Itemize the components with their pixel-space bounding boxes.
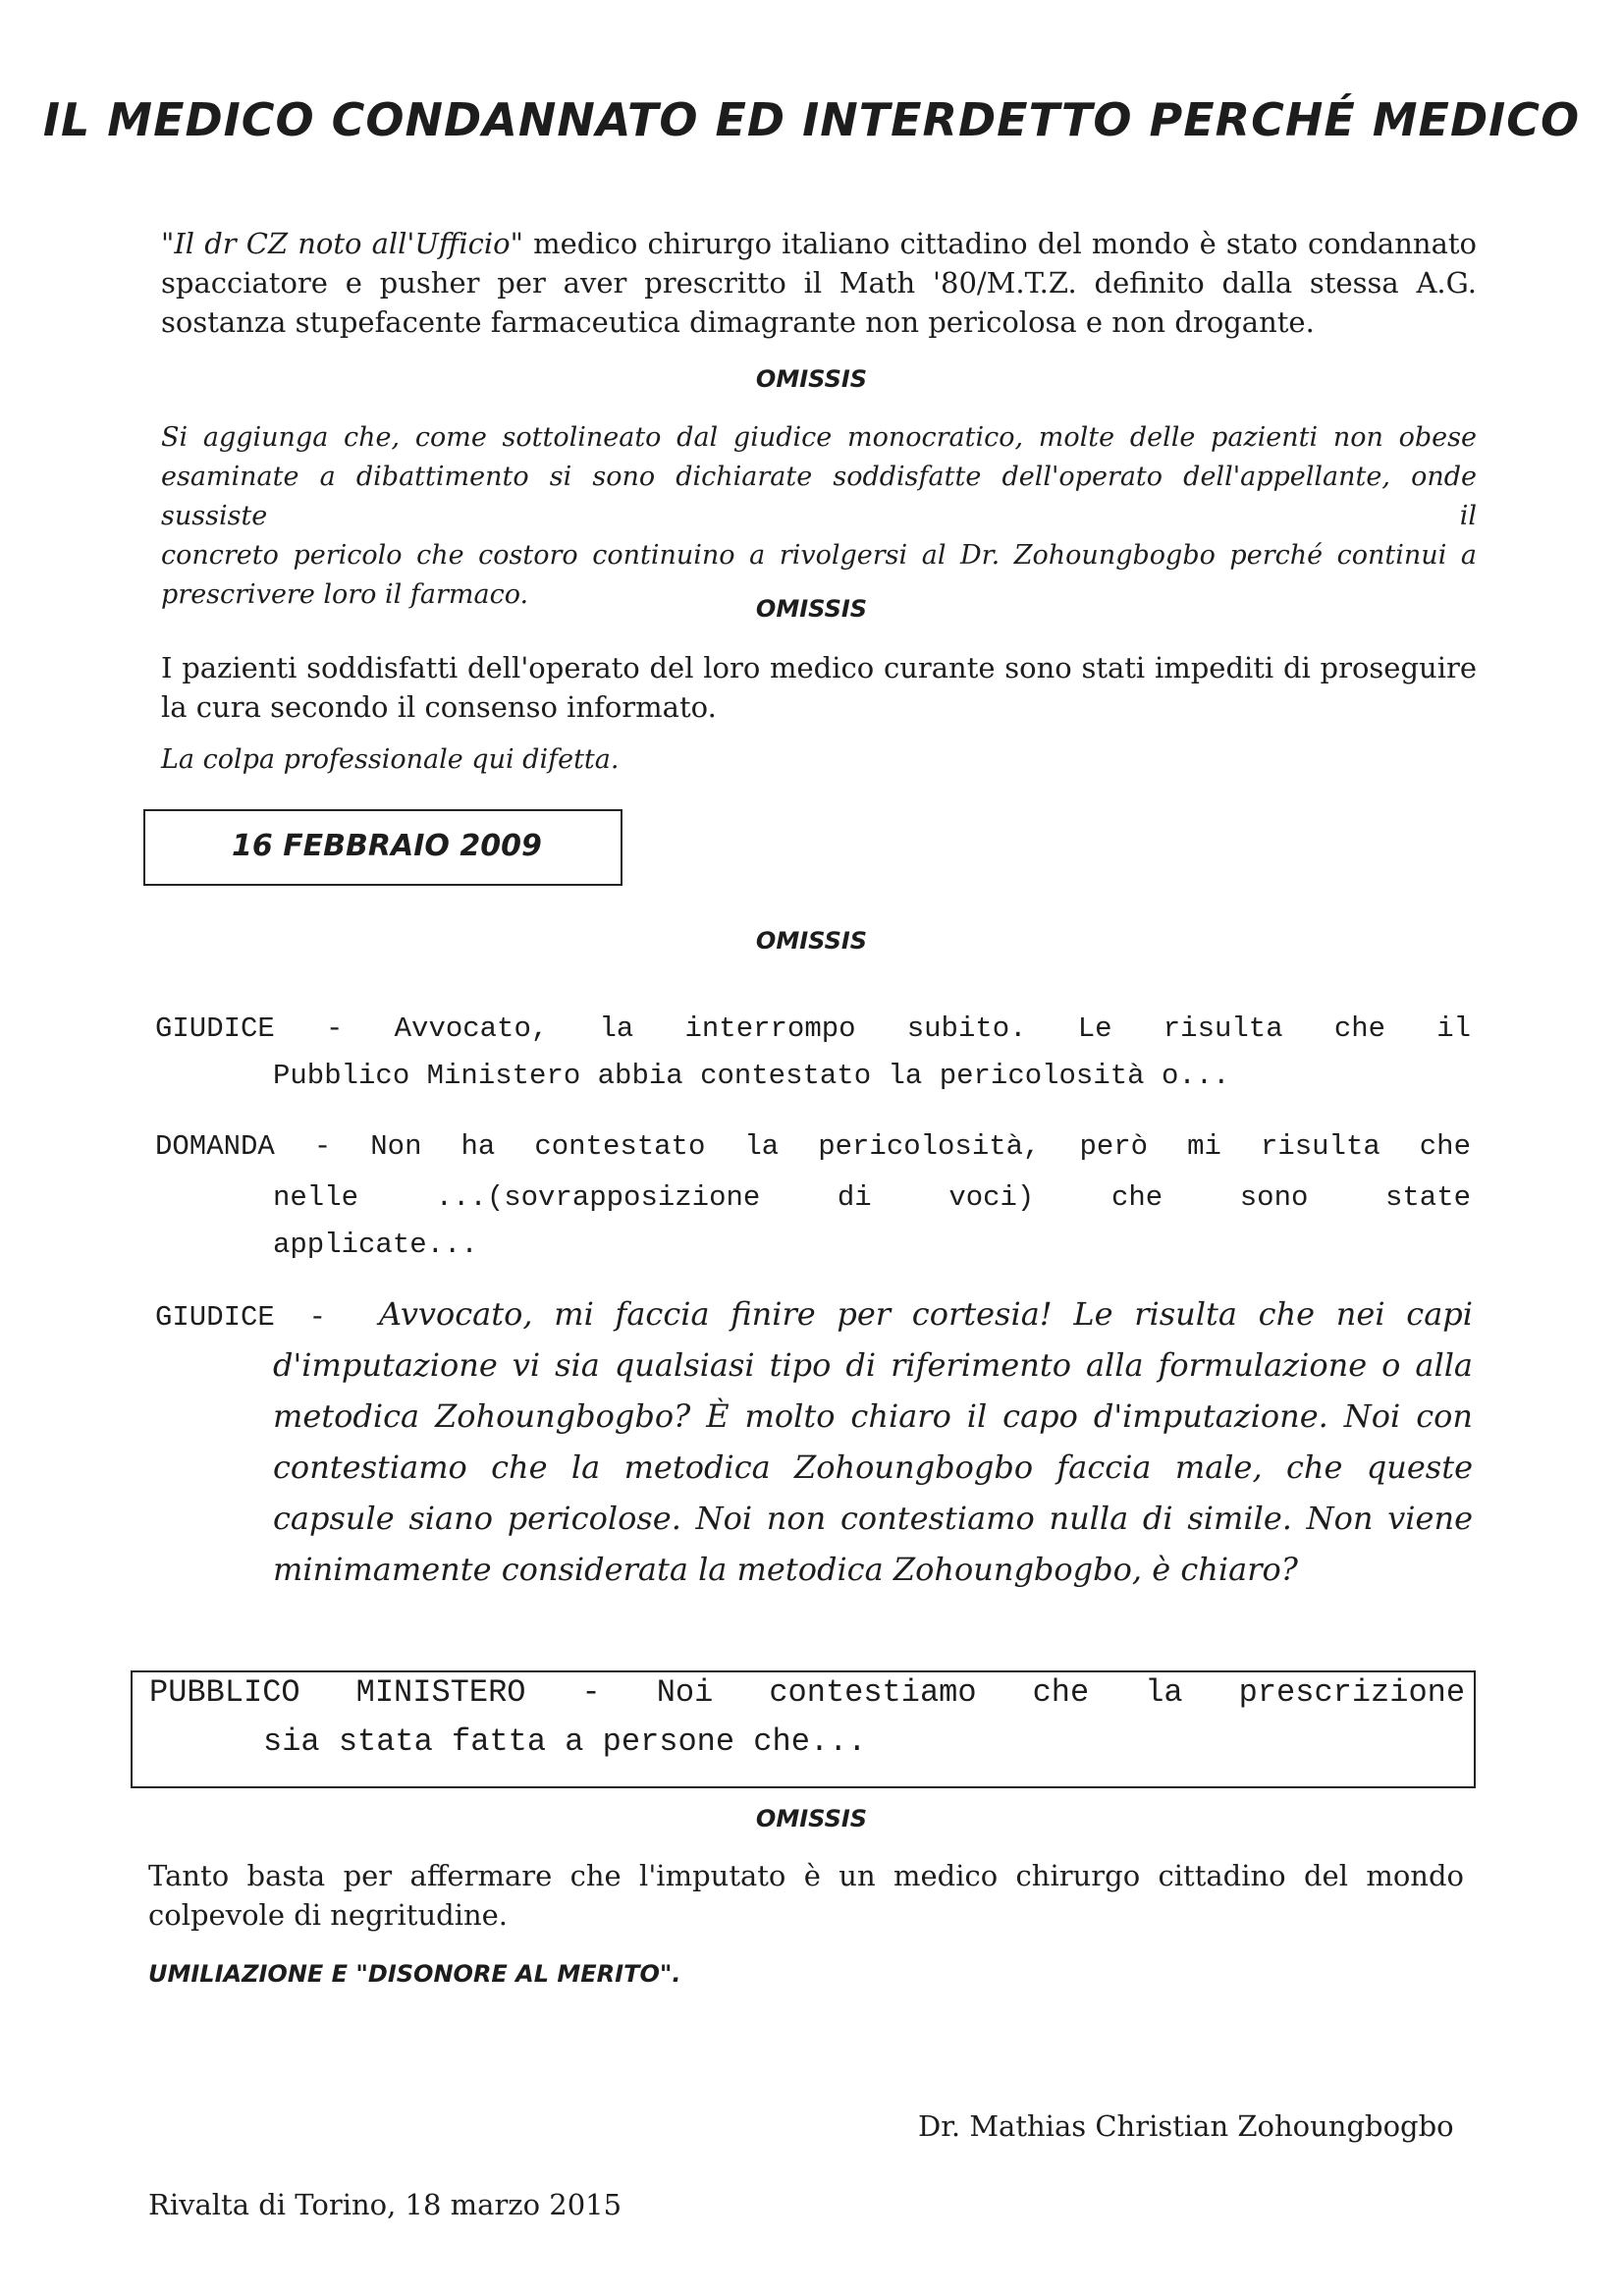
intro-line-1: medico chirurgo italiano cittadino del mondo è stato condannato [522, 227, 1477, 260]
quote-line: concreto pericolo che costoro continuino a rivolgersi al Dr. Zohoungbogbo perché continui a [161, 540, 1477, 571]
judge-line-2: Pubblico Ministero abbia contestato la pericolosità o... [273, 1060, 1230, 1092]
word: pericolosità, [818, 1130, 1041, 1163]
dash: - [326, 1012, 344, 1045]
word: risulta [1260, 1130, 1380, 1163]
signature: Dr. Mathias Christian Zohoungbogbo [918, 2109, 1454, 2143]
quote-line: Si aggiunga che, come sottolineato dal giudice monocratico, molte delle pazienti non obese [161, 422, 1477, 453]
pm-line-2: sia stata fatta a persone che... [263, 1723, 867, 1760]
omissis-2: OMISSIS [755, 595, 868, 623]
judge-2-speech: Avvocato, mi faccia finire per cortesia! Le risulta che nei capi d'imputazione vi sia qualsiasi tipo di riferimento alla formulazione o alla metodica Zohoungbogbo? È molto chiaro il capo d'imputazione. Noi con contestiamo che la metodica Zohoungbogbo faccia male, che queste capsule siano pericolose. Noi non contestiamo nulla di simile. Non viene minimamente considerata la metodica Zohoungbogbo, è chiaro? [273, 1295, 1473, 1588]
date-box-label: 16 FEBBRAIO 2009 [232, 829, 542, 863]
word: voci) [948, 1181, 1035, 1214]
intro-quote: "Il dr CZ noto all'Ufficio" [161, 227, 523, 260]
patients-paragraph [161, 648, 1477, 727]
word: la [599, 1012, 634, 1045]
quote-paragraph [161, 418, 1477, 615]
judge-2-speaker: GIUDICE - [155, 1301, 327, 1334]
patients-line: la cura secondo il consenso informato. [161, 690, 717, 724]
word: sono [1239, 1181, 1309, 1214]
dash: - [581, 1674, 601, 1711]
quote-line: esaminate a dibattimento si sono dichiarate soddisfatte dell'operato dell'appellante, onde sussiste il [161, 462, 1477, 531]
slogan: UMILIAZIONE E "DISONORE AL MERITO". [148, 1960, 681, 1988]
domanda-line-3: applicate... [273, 1229, 478, 1261]
colpa-line: La colpa professionale qui difetta. [161, 744, 620, 775]
word: contestato [534, 1130, 706, 1163]
word: che [1333, 1012, 1386, 1045]
speaker-label: DOMANDA [155, 1130, 275, 1163]
word: ha [460, 1130, 496, 1163]
word: risulta [1163, 1012, 1283, 1045]
word: di [837, 1181, 872, 1214]
domanda-line-2 [273, 1175, 1471, 1222]
intro-line-3: sostanza stupefacente farmaceutica dimagrante non pericolosa e non drogante. [161, 305, 1315, 339]
word: la [744, 1130, 780, 1163]
judge-line-1 [155, 1006, 1471, 1053]
document-title: IL MEDICO CONDANNATO ED INTERDETTO PERCHÉ MEDICO [42, 93, 1581, 146]
domanda-line-1 [155, 1123, 1471, 1171]
word: la [1145, 1674, 1183, 1711]
speaker-label: GIUDICE [155, 1012, 275, 1045]
omissis-4: OMISSIS [755, 1805, 868, 1832]
word: ...(sovrapposizione [435, 1181, 761, 1214]
word: che [1032, 1674, 1090, 1711]
conclusion-paragraph [148, 1856, 1464, 1935]
dash: - [313, 1130, 332, 1163]
speaker-label: MINISTERO [355, 1674, 526, 1711]
quote-line: prescrivere loro il farmaco. [161, 579, 529, 610]
word: il [1436, 1012, 1472, 1045]
word: state [1385, 1181, 1472, 1214]
intro-line-2: spacciatore e pusher per aver prescritto il Math '80/M.T.Z. definito dalla stessa A.G. [161, 266, 1477, 300]
word: contestiamo [769, 1674, 977, 1711]
patients-line: I pazienti soddisfatti dell'operato del loro medico curante sono stati impediti di proseguire [161, 651, 1477, 684]
word: interrompo [684, 1012, 856, 1045]
conclusion-line: Tanto basta per affermare che l'imputato è un medico chirurgo cittadino del mondo [148, 1859, 1464, 1892]
place-date: Rivalta di Torino, 18 marzo 2015 [148, 2188, 622, 2221]
word: che [1419, 1130, 1471, 1163]
word: però [1079, 1130, 1149, 1163]
word: Non [370, 1130, 422, 1163]
conclusion-line: colpevole di negritudine. [148, 1898, 509, 1932]
omissis-3: OMISSIS [755, 927, 868, 955]
intro-paragraph [161, 224, 1477, 342]
word: prescrizione [1238, 1674, 1466, 1711]
word: Noi [656, 1674, 714, 1711]
pm-line-1 [149, 1674, 1465, 1711]
speaker-label: PUBBLICO [149, 1674, 300, 1711]
word: subito. [906, 1012, 1027, 1045]
word: che [1110, 1181, 1163, 1214]
omissis-1: OMISSIS [755, 365, 868, 393]
word: Avvocato, [394, 1012, 549, 1045]
word: mi [1187, 1130, 1221, 1163]
date-box [143, 809, 622, 886]
word: nelle [273, 1181, 359, 1214]
word: Le [1077, 1012, 1112, 1045]
